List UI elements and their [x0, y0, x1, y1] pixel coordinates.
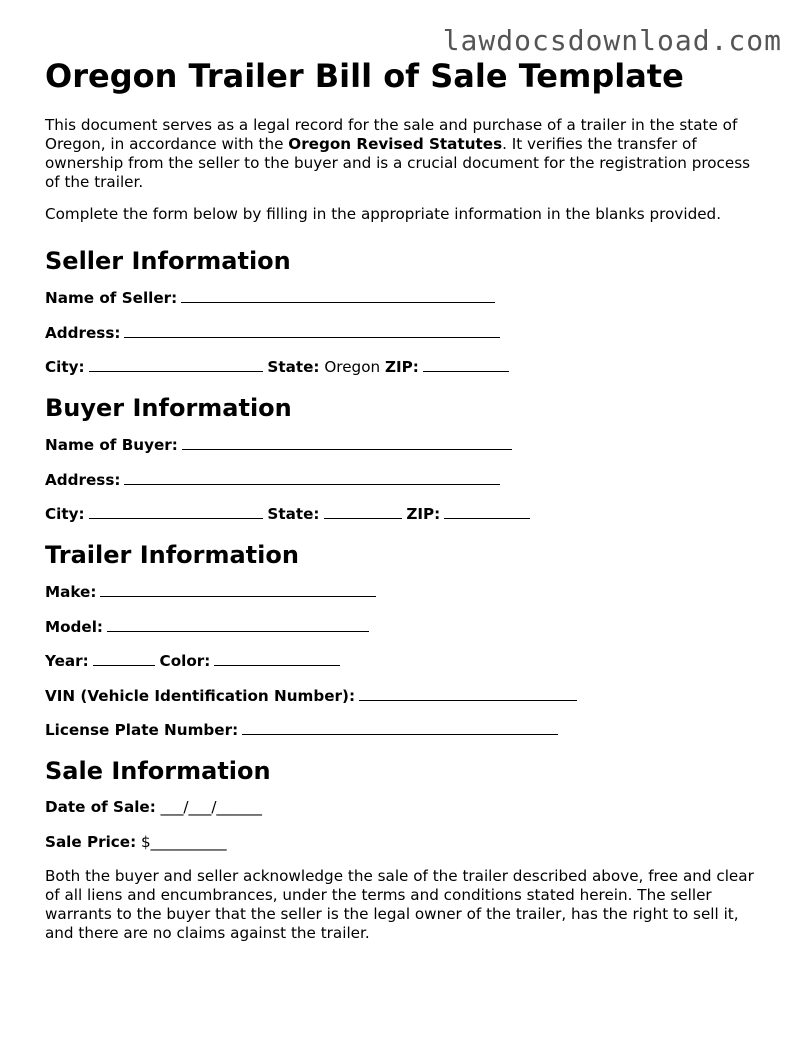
sale-date-field[interactable]: ___/___/______ — [160, 798, 262, 816]
instructions-paragraph: Complete the form below by filling in the appropriate information in the blanks provided. — [45, 205, 722, 223]
trailer-model-field[interactable] — [107, 617, 369, 632]
trailer-model-row — [45, 617, 765, 636]
trailer-make-label: Make: — [45, 583, 97, 601]
seller-city-label: City: — [45, 358, 85, 376]
buyer-state-label: State: — [267, 505, 320, 523]
sale-date-row — [45, 798, 765, 817]
closing-paragraph: Both the buyer and seller acknowledge the sale of the trailer described above, free and clear of all liens and encumbrances, under the terms and conditions stated herein. The seller warrants to the buyer that the seller is the legal owner of the trailer, has the right to sell it, and there are no claims against the trailer. — [45, 867, 754, 942]
sale-heading: Sale Information — [45, 757, 271, 785]
trailer-vin-row — [45, 686, 765, 705]
buyer-address-row — [45, 470, 765, 489]
sale-price-label: Sale Price: — [45, 832, 137, 851]
trailer-vin-field[interactable] — [359, 686, 577, 701]
trailer-year-field[interactable] — [93, 651, 155, 666]
trailer-make-row — [45, 582, 765, 601]
seller-state-value: Oregon — [324, 358, 381, 376]
page-title: Oregon Trailer Bill of Sale Template — [45, 57, 684, 95]
buyer-state-field[interactable] — [324, 504, 402, 519]
trailer-color-label: Color: — [159, 652, 211, 670]
seller-zip-field[interactable] — [423, 357, 509, 372]
buyer-address-field[interactable] — [124, 470, 500, 485]
seller-city-row — [45, 357, 765, 376]
buyer-city-label: City: — [45, 505, 85, 523]
trailer-vin-label: VIN (Vehicle Identification Number): — [45, 686, 356, 705]
buyer-heading: Buyer Information — [45, 394, 292, 422]
trailer-fields — [45, 582, 765, 739]
seller-city-field[interactable] — [89, 357, 263, 372]
buyer-name-label: Name of Buyer: — [45, 436, 178, 454]
sale-date-label: Date of Sale: — [45, 798, 156, 816]
seller-address-label: Address: — [45, 323, 121, 342]
buyer-fields — [45, 435, 765, 523]
sale-price-row — [45, 833, 765, 852]
seller-zip-label: ZIP: — [384, 358, 419, 376]
statutes-reference: Oregon Revised Statutes — [288, 135, 503, 153]
seller-name-row — [45, 288, 765, 307]
buyer-name-row — [45, 435, 765, 454]
seller-heading: Seller Information — [45, 247, 291, 275]
seller-name-field[interactable] — [181, 288, 495, 303]
trailer-heading: Trailer Information — [45, 541, 299, 569]
buyer-address-label: Address: — [45, 470, 121, 489]
watermark: lawdocsdownload.com — [442, 24, 782, 57]
buyer-city-row — [45, 504, 765, 523]
document-page — [45, 56, 765, 943]
seller-address-field[interactable] — [124, 323, 500, 338]
buyer-zip-field[interactable] — [444, 504, 530, 519]
buyer-zip-label: ZIP: — [406, 505, 441, 523]
trailer-plate-row — [45, 720, 765, 739]
trailer-plate-field[interactable] — [242, 720, 558, 735]
intro-text-2: . It verifies the transfer of ownership from the seller to the buyer and is a crucial document for the registration process of the trailer. — [45, 135, 751, 191]
trailer-model-label: Model: — [45, 617, 103, 636]
trailer-year-color-row — [45, 651, 765, 670]
seller-fields — [45, 288, 765, 376]
seller-state-label: State: — [267, 358, 320, 376]
buyer-city-field[interactable] — [89, 504, 263, 519]
sale-fields — [45, 798, 765, 852]
sale-price-field[interactable]: $__________ — [141, 832, 227, 851]
trailer-make-field[interactable] — [100, 582, 376, 597]
trailer-year-label: Year: — [45, 652, 89, 670]
seller-name-label: Name of Seller: — [45, 289, 178, 307]
trailer-plate-label: License Plate Number: — [45, 721, 239, 739]
seller-address-row — [45, 323, 765, 342]
buyer-name-field[interactable] — [182, 435, 512, 450]
trailer-color-field[interactable] — [214, 651, 340, 666]
intro-text-1: This document serves as a legal record for the sale and purchase of a trailer in the state of Oregon, in accordance with the — [45, 116, 738, 153]
intro-paragraph — [45, 116, 760, 192]
